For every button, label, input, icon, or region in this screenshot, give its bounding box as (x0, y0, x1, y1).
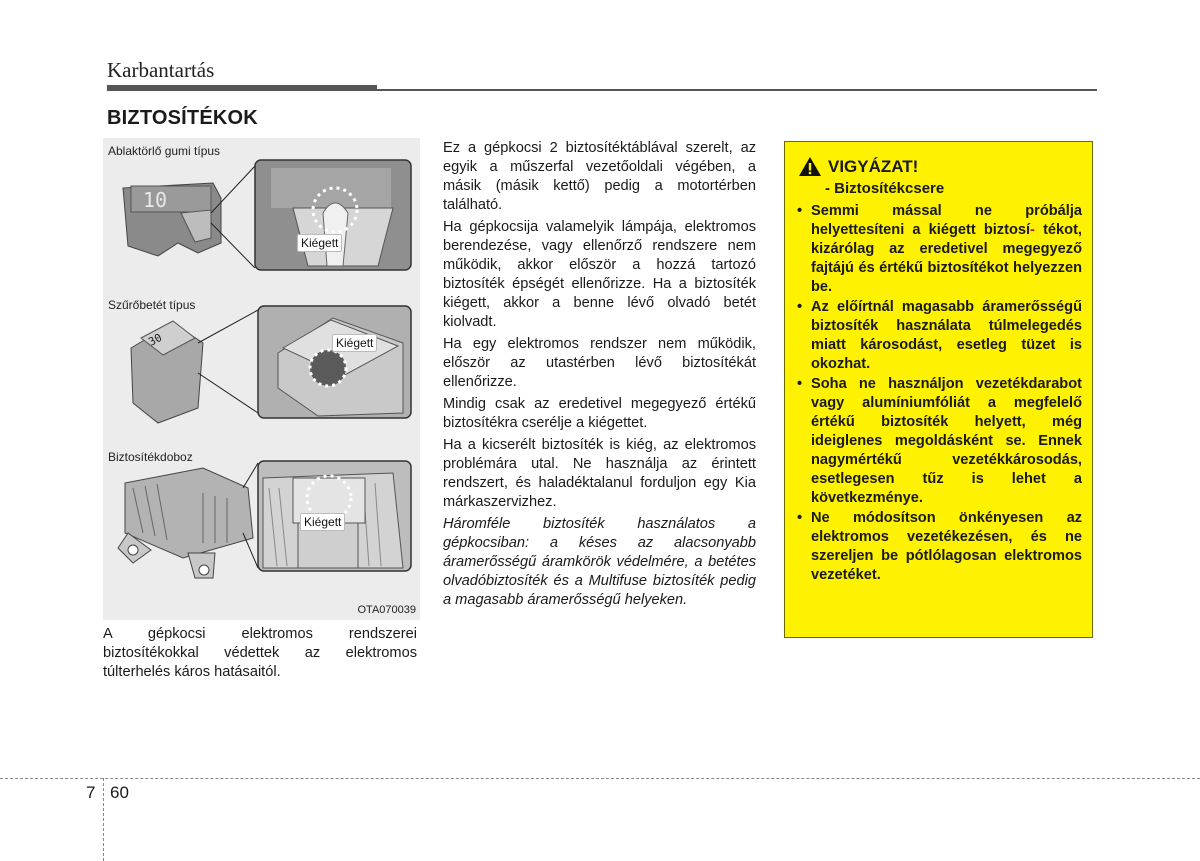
paragraph-6: Háromféle biztosíték használatos a gépkocsiban: a késes az alacsonyabb áramerősségű áramkörök védelmére, a betétes olvadóbiztosíték és a Multifuse biztosíték pedig a magasabb áramerősségű helyeken. (443, 516, 756, 608)
paragraph-5: Ha a kicserélt biztosíték is kiég, az elektromos problémára utal. Ne használja az érintett rendszert, és haladéktalanul forduljon egy Kia márkaszervizhez. (443, 437, 756, 510)
paragraph-3: Ha egy elektromos rendszer nem működik, először az utastérben lévő biztosítékát ellenőrizze. (443, 336, 756, 390)
fuse-illustration (103, 138, 420, 620)
figure-label-fusebox: Biztosítékdoboz (108, 450, 193, 464)
callout-blown-1: Kiégett (297, 234, 342, 252)
warning-item-4: • Ne módosítson önkényesen az elektromos vezetékezésen, és ne szereljen be pótlólagosan elektromos vezetéket. (797, 510, 1082, 583)
callout-blown-2: Kiégett (332, 334, 377, 352)
callout-blown-3: Kiégett (300, 513, 345, 531)
footer-vertical-rule (103, 778, 104, 861)
header-rule-thick (107, 85, 377, 91)
warning-box (784, 141, 1093, 638)
body-column (443, 139, 756, 613)
fuse-drawings (103, 138, 420, 620)
figure-label-blade: Ablaktörlő gumi típus (108, 144, 221, 158)
warning-item-3: • Soha ne használjon vezetékdarabot vagy alumíniumfóliát a megfelelő értékű biztosíték helyett, még ideiglenes megoldásként se. Ennek nagymértékű vezetékkárosodás, esetlegesen tűz is lehet a következménye. (797, 376, 1082, 506)
paragraph-1: Ez a gépkocsi 2 biztosítéktáblával szerelt, az egyik a műszerfal vezetőoldali végében, a másik (másik kettő) pedig a motortérben található. (443, 140, 756, 213)
page-chapter: 7 (86, 783, 96, 802)
warning-subtitle: - Biztosítékcsere (825, 180, 945, 197)
figure-label-cartridge: Szűrőbetét típus (108, 298, 196, 312)
svg-text:30: 30 (146, 330, 165, 349)
page-number: 60 (110, 783, 129, 802)
paragraph-2: Ha gépkocsija valamelyik lámpája, elektromos berendezése, vagy ellenőrző rendszere nem működik, akkor először a hozzá tartozó biztosíték épségét ellenőrizze. Ha a biztosíték kiégett, akkor a benne lévő olvadó betét kiolvadt. (443, 219, 756, 330)
warning-title: VIGYÁZAT! (828, 156, 919, 176)
warning-item-2: • Az előírtnál magasabb áramerősségű biztosíték használata túlmelegedés miatt károsodást, esetleg tüzet is okozhat. (797, 299, 1082, 372)
section-title: BIZTOSÍTÉKOK (107, 107, 258, 129)
warning-item-1: • Semmi mással ne próbálja helyettesíteni a kiégett biztosí- tékot, kizárólag az eredetivel megegyező fajtájú és értékű biztosítékot helyezzen be. (797, 203, 1082, 295)
footer-dashed-rule (0, 778, 1200, 779)
cartridge-fuse-drawing (131, 310, 258, 423)
header-rule-thin (377, 89, 1097, 91)
blade-fuse-drawing (123, 166, 255, 268)
figure-code: OTA070039 (357, 604, 416, 616)
paragraph-4: Mindig csak az eredetivel megegyező értékű biztosítékra cserélje a kiégettet. (443, 396, 756, 431)
blade-fuse-number: 10 (143, 188, 168, 212)
warning-list (795, 202, 1082, 585)
running-header: Karbantartás (107, 58, 215, 82)
fusebox-drawing (118, 463, 258, 578)
warning-triangle-icon (798, 156, 822, 177)
figure-caption: A gépkocsi elektromos rendszerei biztosítékokkal védettek az elektromos túlterhelés káros hatásaitól. (103, 626, 417, 680)
